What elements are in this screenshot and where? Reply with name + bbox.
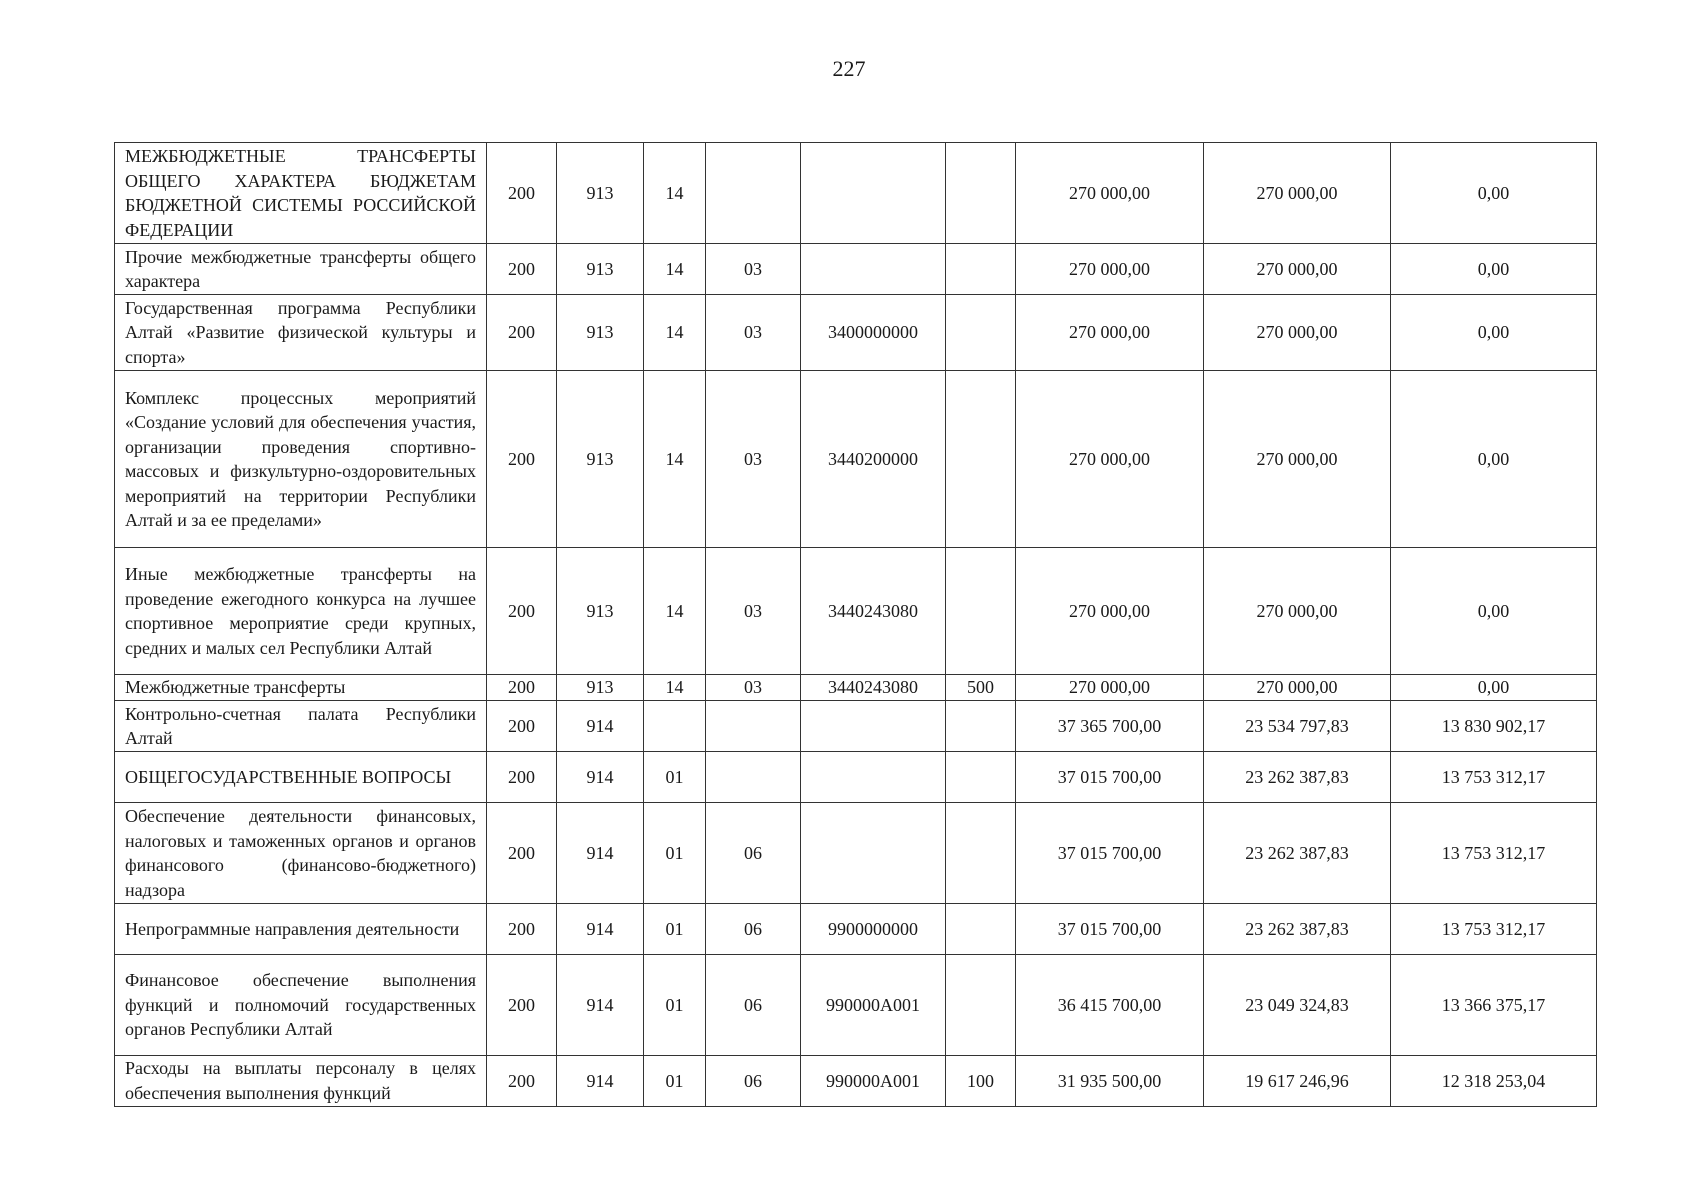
expense-type-cell — [946, 955, 1016, 1056]
executed-amount-cell: 23 262 387,83 — [1204, 803, 1391, 904]
executed-amount-cell: 23 262 387,83 — [1204, 752, 1391, 803]
executed-amount-cell: 23 534 797,83 — [1204, 701, 1391, 752]
target-article-cell: 990000А001 — [801, 955, 946, 1056]
plan-amount-cell: 270 000,00 — [1016, 548, 1204, 675]
plan-amount-cell: 37 365 700,00 — [1016, 701, 1204, 752]
item-name-cell: Обеспечение деятельности финансовых, налоговых и таможенных органов и органов финансового (финансово-бюджетного) надзора — [115, 803, 487, 904]
remaining-amount-cell: 0,00 — [1391, 295, 1597, 371]
department-code-cell: 914 — [557, 955, 644, 1056]
executed-amount-cell: 19 617 246,96 — [1204, 1056, 1391, 1107]
plan-amount-cell: 37 015 700,00 — [1016, 752, 1204, 803]
expense-type-cell — [946, 904, 1016, 955]
expense-type-cell — [946, 752, 1016, 803]
table-row — [115, 955, 1597, 1056]
department-code-cell: 914 — [557, 752, 644, 803]
section-code-cell: 200 — [487, 955, 557, 1056]
plan-amount-cell: 37 015 700,00 — [1016, 904, 1204, 955]
remaining-amount-cell: 13 830 902,17 — [1391, 701, 1597, 752]
subsection-code-cell — [706, 752, 801, 803]
table-row — [115, 675, 1597, 701]
subsection-code-cell: 03 — [706, 371, 801, 548]
item-name-cell: Межбюджетные трансферты — [115, 675, 487, 701]
target-article-cell: 3440243080 — [801, 548, 946, 675]
table-row — [115, 371, 1597, 548]
remaining-amount-cell: 0,00 — [1391, 244, 1597, 295]
item-name-cell: ОБЩЕГОСУДАРСТВЕННЫЕ ВОПРОСЫ — [115, 752, 487, 803]
executed-amount-cell: 23 049 324,83 — [1204, 955, 1391, 1056]
plan-amount-cell: 270 000,00 — [1016, 244, 1204, 295]
plan-amount-cell: 36 415 700,00 — [1016, 955, 1204, 1056]
subsection-code-cell — [706, 701, 801, 752]
remaining-amount-cell: 13 753 312,17 — [1391, 803, 1597, 904]
section-code-cell: 200 — [487, 295, 557, 371]
page-number: 227 — [832, 56, 866, 81]
executed-amount-cell: 270 000,00 — [1204, 675, 1391, 701]
table-row — [115, 904, 1597, 955]
expense-type-cell: 500 — [946, 675, 1016, 701]
remaining-amount-cell: 0,00 — [1391, 548, 1597, 675]
chapter-code-cell: 01 — [644, 955, 706, 1056]
target-article-cell — [801, 143, 946, 244]
subsection-code-cell: 06 — [706, 803, 801, 904]
chapter-code-cell — [644, 701, 706, 752]
section-code-cell: 200 — [487, 675, 557, 701]
expense-type-cell — [946, 803, 1016, 904]
chapter-code-cell: 14 — [644, 548, 706, 675]
chapter-code-cell: 14 — [644, 244, 706, 295]
table-row — [115, 244, 1597, 295]
department-code-cell: 913 — [557, 548, 644, 675]
department-code-cell: 914 — [557, 904, 644, 955]
subsection-code-cell: 03 — [706, 548, 801, 675]
target-article-cell — [801, 701, 946, 752]
chapter-code-cell: 14 — [644, 675, 706, 701]
remaining-amount-cell: 0,00 — [1391, 371, 1597, 548]
table-row — [115, 1056, 1597, 1107]
item-name-cell: Непрограммные направления деятельности — [115, 904, 487, 955]
chapter-code-cell: 01 — [644, 1056, 706, 1107]
section-code-cell: 200 — [487, 904, 557, 955]
target-article-cell: 3440200000 — [801, 371, 946, 548]
executed-amount-cell: 270 000,00 — [1204, 548, 1391, 675]
expense-type-cell: 100 — [946, 1056, 1016, 1107]
target-article-cell — [801, 752, 946, 803]
department-code-cell: 914 — [557, 701, 644, 752]
item-name-cell: Государственная программа Республики Алтай «Развитие физической культуры и спорта» — [115, 295, 487, 371]
remaining-amount-cell: 0,00 — [1391, 143, 1597, 244]
item-name-cell: Иные межбюджетные трансферты на проведение ежегодного конкурса на лучшее спортивное мероприятие среди крупных, средних и малых сел Республики Алтай — [115, 548, 487, 675]
table-row — [115, 143, 1597, 244]
chapter-code-cell: 01 — [644, 752, 706, 803]
item-name-cell: Комплекс процессных мероприятий «Создание условий для обеспечения участия, организации проведения спортивно-массовых и физкультурно-оздоровительных мероприятий на территории Республики Алтай и за ее пределами» — [115, 371, 487, 548]
plan-amount-cell: 31 935 500,00 — [1016, 1056, 1204, 1107]
table-row — [115, 701, 1597, 752]
remaining-amount-cell: 0,00 — [1391, 675, 1597, 701]
remaining-amount-cell: 13 753 312,17 — [1391, 752, 1597, 803]
plan-amount-cell: 37 015 700,00 — [1016, 803, 1204, 904]
section-code-cell: 200 — [487, 701, 557, 752]
expense-type-cell — [946, 295, 1016, 371]
department-code-cell: 913 — [557, 371, 644, 548]
expense-type-cell — [946, 143, 1016, 244]
chapter-code-cell: 01 — [644, 904, 706, 955]
executed-amount-cell: 270 000,00 — [1204, 295, 1391, 371]
remaining-amount-cell: 13 366 375,17 — [1391, 955, 1597, 1056]
remaining-amount-cell: 12 318 253,04 — [1391, 1056, 1597, 1107]
expense-type-cell — [946, 548, 1016, 675]
executed-amount-cell: 270 000,00 — [1204, 244, 1391, 295]
chapter-code-cell: 14 — [644, 371, 706, 548]
target-article-cell: 9900000000 — [801, 904, 946, 955]
subsection-code-cell — [706, 143, 801, 244]
department-code-cell: 913 — [557, 295, 644, 371]
budget-table — [114, 142, 1597, 1107]
table-row — [115, 752, 1597, 803]
target-article-cell — [801, 244, 946, 295]
subsection-code-cell: 03 — [706, 244, 801, 295]
section-code-cell: 200 — [487, 371, 557, 548]
item-name-cell: Прочие межбюджетные трансферты общего характера — [115, 244, 487, 295]
department-code-cell: 913 — [557, 143, 644, 244]
item-name-cell: Контрольно-счетная палата Республики Алтай — [115, 701, 487, 752]
table-row — [115, 548, 1597, 675]
department-code-cell: 914 — [557, 1056, 644, 1107]
section-code-cell: 200 — [487, 752, 557, 803]
executed-amount-cell: 270 000,00 — [1204, 371, 1391, 548]
section-code-cell: 200 — [487, 1056, 557, 1107]
chapter-code-cell: 01 — [644, 803, 706, 904]
chapter-code-cell: 14 — [644, 143, 706, 244]
table-row — [115, 803, 1597, 904]
expense-type-cell — [946, 371, 1016, 548]
subsection-code-cell: 06 — [706, 1056, 801, 1107]
department-code-cell: 914 — [557, 803, 644, 904]
item-name-cell: Расходы на выплаты персоналу в целях обеспечения выполнения функций — [115, 1056, 487, 1107]
section-code-cell: 200 — [487, 548, 557, 675]
target-article-cell: 990000А001 — [801, 1056, 946, 1107]
subsection-code-cell: 06 — [706, 904, 801, 955]
executed-amount-cell: 270 000,00 — [1204, 143, 1391, 244]
chapter-code-cell: 14 — [644, 295, 706, 371]
expense-type-cell — [946, 701, 1016, 752]
executed-amount-cell: 23 262 387,83 — [1204, 904, 1391, 955]
section-code-cell: 200 — [487, 803, 557, 904]
department-code-cell: 913 — [557, 244, 644, 295]
expense-type-cell — [946, 244, 1016, 295]
target-article-cell: 3400000000 — [801, 295, 946, 371]
plan-amount-cell: 270 000,00 — [1016, 371, 1204, 548]
plan-amount-cell: 270 000,00 — [1016, 143, 1204, 244]
section-code-cell: 200 — [487, 244, 557, 295]
plan-amount-cell: 270 000,00 — [1016, 295, 1204, 371]
subsection-code-cell: 06 — [706, 955, 801, 1056]
subsection-code-cell: 03 — [706, 295, 801, 371]
target-article-cell — [801, 803, 946, 904]
remaining-amount-cell: 13 753 312,17 — [1391, 904, 1597, 955]
plan-amount-cell: 270 000,00 — [1016, 675, 1204, 701]
table-row — [115, 295, 1597, 371]
item-name-cell: Финансовое обеспечение выполнения функций и полномочий государственных органов Республики Алтай — [115, 955, 487, 1056]
section-code-cell: 200 — [487, 143, 557, 244]
subsection-code-cell: 03 — [706, 675, 801, 701]
item-name-cell: МЕЖБЮДЖЕТНЫЕ ТРАНСФЕРТЫ ОБЩЕГО ХАРАКТЕРА БЮДЖЕТАМ БЮДЖЕТНОЙ СИСТЕМЫ РОССИЙСКОЙ ФЕДЕРАЦИИ — [115, 143, 487, 244]
department-code-cell: 913 — [557, 675, 644, 701]
target-article-cell: 3440243080 — [801, 675, 946, 701]
